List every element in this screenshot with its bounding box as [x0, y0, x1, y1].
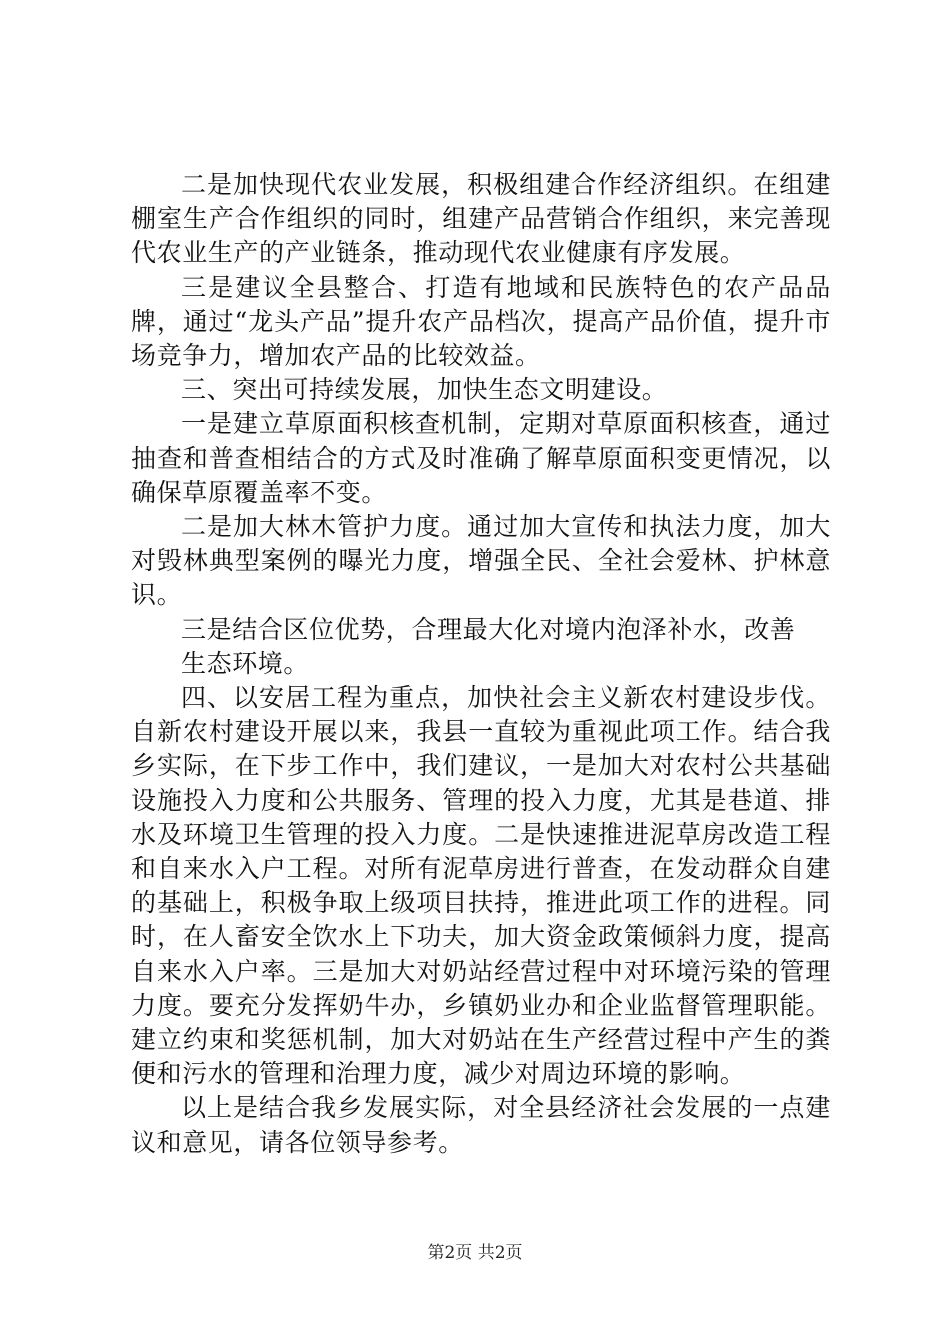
paragraph-grassland: 一是建立草原面积核查机制，定期对草原面积核查，通过抽查和普查相结合的方式及时准确了解草原面积变更情况，以确保草原覆盖率不变。: [131, 409, 831, 507]
section-heading-ecology: 三、突出可持续发展，加快生态文明建设。: [181, 375, 668, 405]
paragraph-modern-agriculture: 二是加快现代农业发展，积极组建合作经济组织。在组建棚室生产合作组织的同时，组建产品营销合作组织，来完善现代农业生产的产业链条，推动现代农业健康有序发展。: [131, 170, 831, 268]
paragraph-product-brand: 三是建议全县整合、打造有地域和民族特色的农产品品牌，通过“龙头产品”提升农产品档次，提高产品价值，提升市场竞争力，增加农产品的比较效益。: [131, 272, 831, 371]
paragraph-new-countryside: 四、以安居工程为重点，加快社会主义新农村建设步伐。自新农村建设开展以来，我县一直较为重视此项工作。结合我乡实际，在下步工作中，我们建议，一是加大对农村公共基础设施投入力度和公共服务、管理的投入力度，尤其是巷道、排水及环境卫生管理的投入力度。二是快速推进泥草房改造工程和自来水入户工程。对所有泥草房进行普查，在发动群众自建的基础上，积极争取上级项目扶持，推进此项工作的进程。同时，在人畜安全饮水上下功夫，加大资金政策倾斜力度，提高自来水入户率。三是加大对奶站经营过程中对环境污染的管理力度。要充分发挥奶牛办，乡镇奶业办和企业监督管理职能。建立约束和奖惩机制，加大对奶站在生产经营过程中产生的粪便和污水的管理和治理力度，减少对周边环境的影响。: [131, 683, 831, 1089]
paragraph-water-supply-continued: 生态环境。: [181, 648, 310, 678]
page-number-footer: 第2页 共2页: [427, 1243, 523, 1263]
paragraph-water-supply: 三是结合区位优势，合理最大化对境内泡泽补水，改善: [181, 614, 796, 644]
paragraph-forest-protection: 二是加大林木管护力度。通过加大宣传和执法力度，加大对毁林典型案例的曝光力度，增强全民、全社会爱林、护林意识。: [131, 512, 831, 610]
paragraph-conclusion: 以上是结合我乡发展实际，对全县经济社会发展的一点建议和意见，请各位领导参考。: [131, 1093, 831, 1157]
document-body: [131, 168, 831, 1160]
